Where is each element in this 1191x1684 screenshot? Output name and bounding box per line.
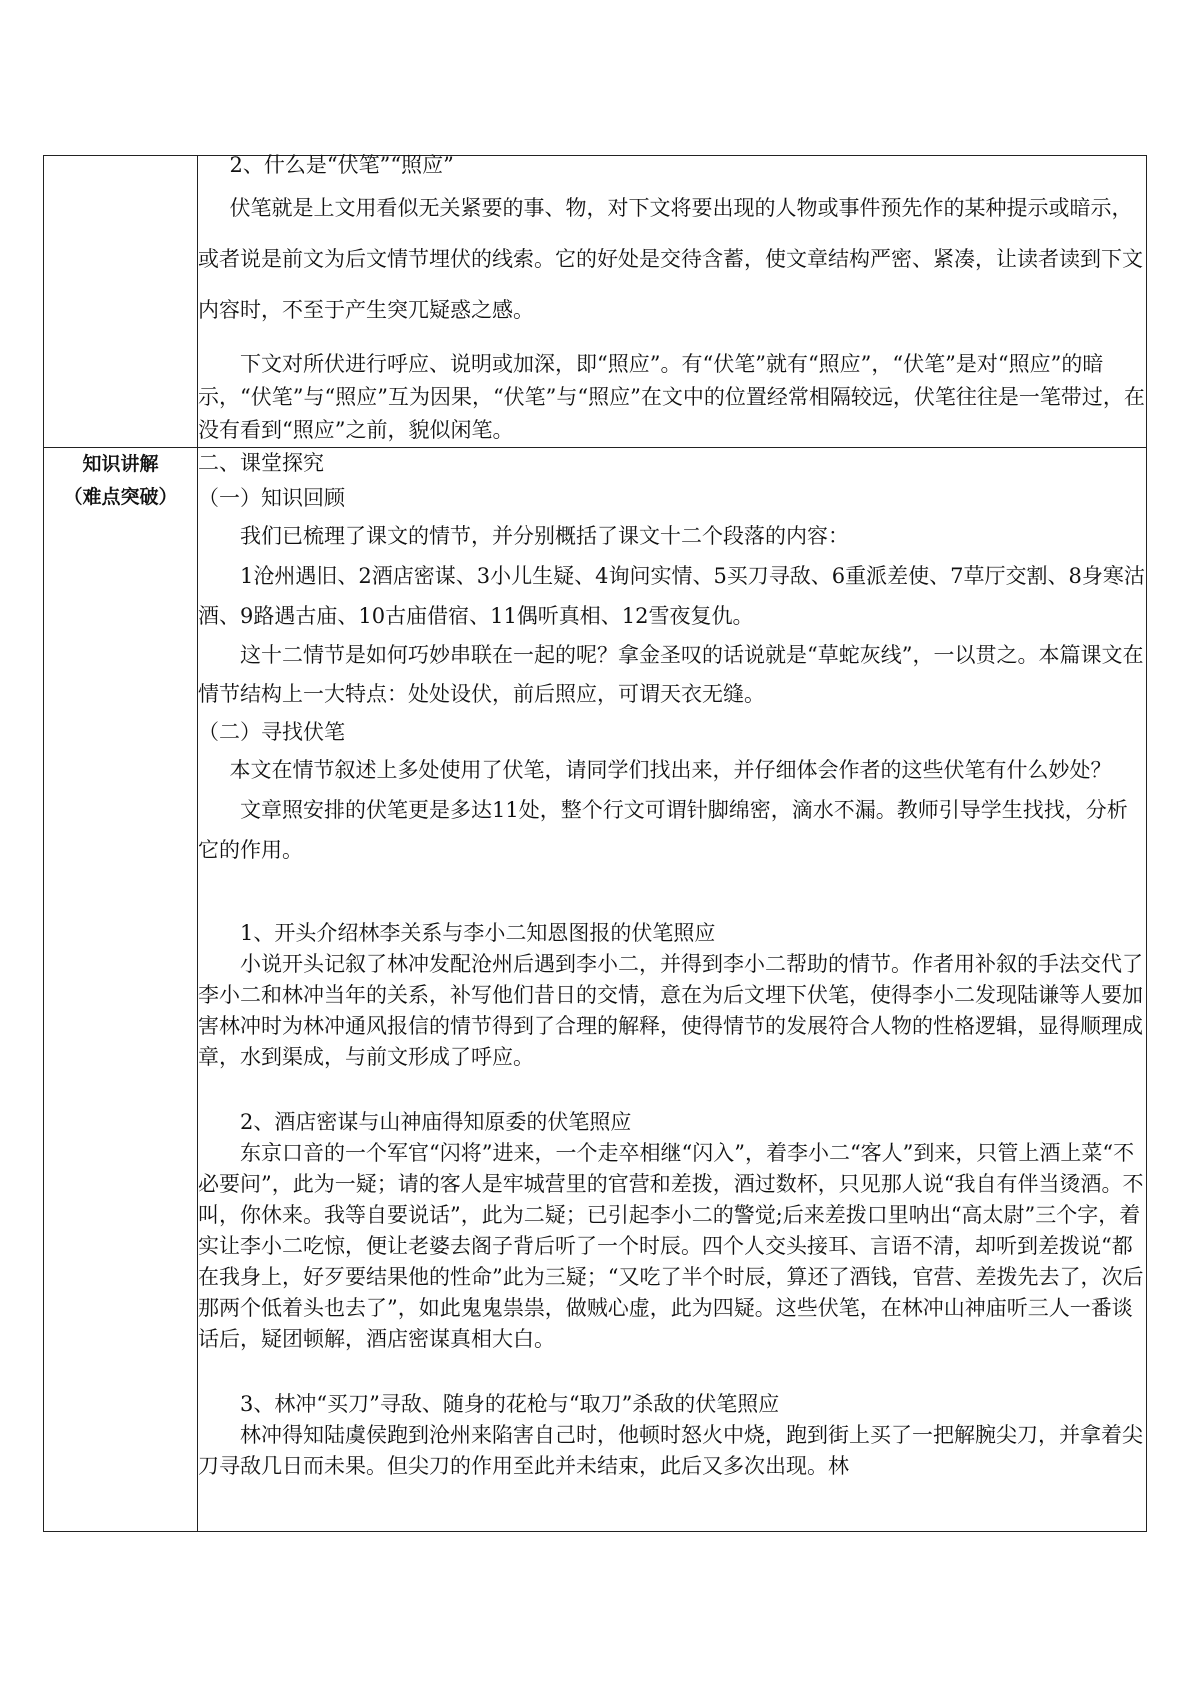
paragraph-echo: 下文对所伏进行呼应、说明或加深，即“照应”。有“伏笔”就有“照应”，“伏笔”是对“照应”的暗示，“伏笔”与“照应”互为因果，“伏笔”与“照应”在文中的位置经常相隔较远，伏笔往往是一笔带过，在没有看到“照应”之前，貌似闲笔。 [198, 352, 1145, 442]
row-label-knowledge [44, 448, 198, 1532]
item2-body: 东京口音的一个军官“闪将”进来，一个走卒相继“闪入”，着李小二“客人”到来，只管上酒上菜“不必要问”，此为一疑；请的客人是牢城营里的官营和差拨，酒过数杯，只见那人说“我自有伴当烫酒。不叫，你休来。我等自要说话”，此为二疑；已引起李小二的警觉;后来差拨口里呐出“高太尉”三个字，着实让李小二吃惊，便让老婆去阁子背后听了一个时辰。四个人交头接耳、言语不清，却听到差拨说“都在我身上，好歹要结果他的性命”此为三疑；“又吃了半个时辰，算还了酒钱，官营、差拨先去了，次后那两个低着头也去了”，如此鬼鬼祟祟，做贼心虚，此为四疑。这些伏笔，在林冲山神庙听三人一番谈话后，疑团顿解，酒店密谋真相大白。 [198, 1141, 1144, 1351]
paragraph-plot-list: 1沧州遇旧、2酒店密谋、3小儿生疑、4询问实情、5买刀寻敌、6重派差使、7草厅交割、8身寒沽酒、9路遇古庙、10古庙借宿、11偶听真相、12雪夜复仇。 [198, 564, 1145, 628]
subsection-title-find: （二）寻找伏笔 [198, 720, 345, 744]
row-content-foreshadowing-definition [198, 153, 1147, 448]
paragraph-plot-structure: 这十二情节是如何巧妙串联在一起的呢？拿金圣叹的话说就是“草蛇灰线”，一以贯之。本篇课文在情节结构上一大特点：处处设伏，前后照应，可谓天衣无缝。 [198, 643, 1144, 706]
spacer [198, 870, 1146, 918]
item3-title: 3、林冲“买刀”寻敌、随身的花枪与“取刀”杀敌的伏笔照应 [240, 1392, 780, 1416]
table-row [44, 448, 1147, 1532]
paragraph-foreshadowing: 伏笔就是上文用看似无关紧要的事、物，对下文将要出现的人物或事件预先作的某种提示或暗示，或者说是前文为后文情节埋伏的线索。它的好处是交待含蓄，使文章结构严密、紧凑，让读者读到下文内容时，不至于产生突兀疑惑之感。 [198, 196, 1143, 322]
label-line-2: （难点突破） [63, 486, 178, 508]
label-line-1: 知识讲解 [82, 453, 159, 475]
section-heading: 2、什么是“伏笔”“照应” [229, 153, 454, 177]
paragraph-review-intro: 我们已梳理了课文的情节，并分别概括了课文十二个段落的内容： [240, 524, 849, 548]
item2-title: 2、酒店密谋与山神庙得知原委的伏笔照应 [240, 1110, 632, 1134]
paragraph-find-count: 文章照安排的伏笔更是多达11处，整个行文可谓针脚绵密，滴水不漏。教师引导学生找找，分析它的作用。 [198, 798, 1128, 862]
spacer [198, 1355, 1146, 1389]
row-content-classroom-inquiry [198, 448, 1147, 1532]
row-label-empty [44, 156, 198, 448]
item1-title: 1、开头介绍林李关系与李小二知恩图报的伏笔照应 [240, 921, 716, 945]
item1-body: 小说开头记叙了林冲发配沧州后遇到李小二，并得到李小二帮助的情节。作者用补叙的手法交代了李小二和林冲当年的关系，补写他们昔日的交情，意在为后文埋下伏笔，使得李小二发现陆谦等人要加害林冲时为林冲通风报信的情节得到了合理的解释，使得情节的发展符合人物的性格逻辑，显得顺理成章，水到渠成，与前文形成了呼应。 [198, 952, 1143, 1069]
lesson-table [43, 155, 1147, 1532]
spacer [198, 1073, 1146, 1107]
table-row [44, 156, 1147, 448]
section-title: 二、课堂探究 [198, 451, 324, 475]
subsection-title-review: （一）知识回顾 [198, 486, 345, 510]
paragraph-find-task: 本文在情节叙述上多处使用了伏笔，请同学们找出来，并仔细体会作者的这些伏笔有什么妙处？ [229, 758, 1112, 782]
item3-body: 林冲得知陆虞侯跑到沧州来陷害自己时，他顿时怒火中烧，跑到街上买了一把解腕尖刀，并拿着尖刀寻敌几日而未果。但尖刀的作用至此并未结束，此后又多次出现。林 [198, 1423, 1143, 1478]
